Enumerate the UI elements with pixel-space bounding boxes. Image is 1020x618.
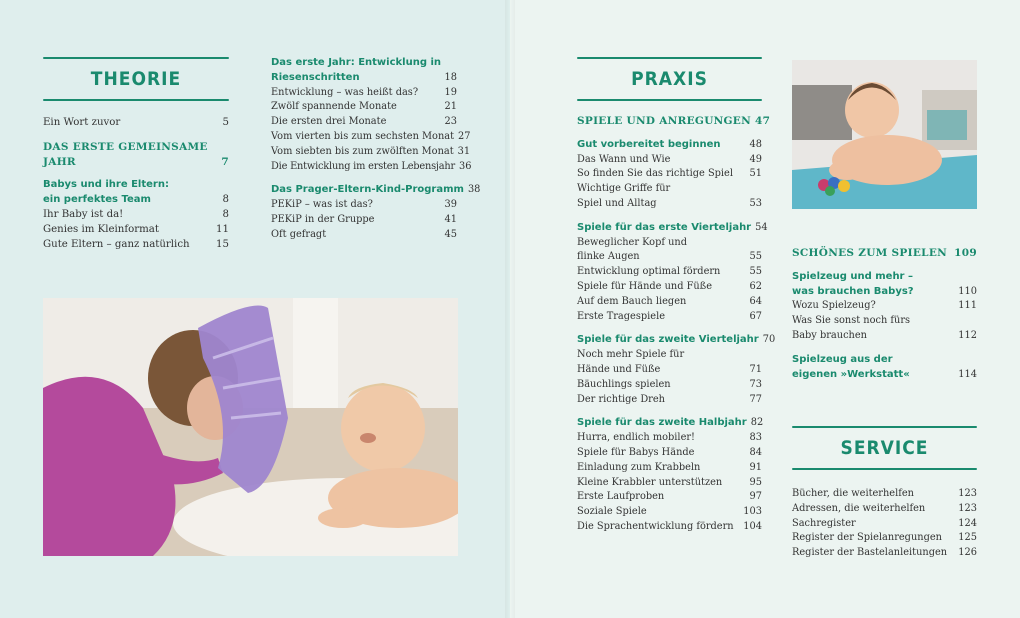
baby-toy-photo bbox=[792, 60, 977, 209]
toc-chapter-zweites-vierteljahr[interactable]: Spiele für das zweite Vierteljahr 70 bbox=[577, 334, 776, 346]
toc-entry[interactable]: Kleine Krabbler unterstützen 95 bbox=[577, 476, 762, 488]
theorie-toc-col2 bbox=[271, 56, 481, 243]
toc-entry[interactable]: Hände und Füße 71 bbox=[577, 363, 762, 375]
praxis-toc-col1 bbox=[577, 114, 776, 535]
toc-entry[interactable]: Adressen, die weiterhelfen 123 bbox=[792, 502, 977, 514]
toc-entry[interactable]: flinke Augen 55 bbox=[577, 251, 762, 263]
toc-entry[interactable]: PEKiP in der Gruppe 41 bbox=[271, 213, 457, 225]
toc-section-spiele[interactable]: SPIELE UND ANREGUNGEN 47 bbox=[577, 115, 771, 127]
toc-section-schoenes[interactable]: SCHÖNES ZUM SPIELEN 109 bbox=[792, 247, 977, 259]
praxis-heading-text: PRAXIS bbox=[631, 68, 708, 90]
toc-entry[interactable]: Auf dem Bauch liegen 64 bbox=[577, 295, 762, 307]
toc-chapter-pekip[interactable]: Das Prager-Eltern-Kind-Programm 38 bbox=[271, 184, 481, 196]
praxis-toc-col2 bbox=[792, 246, 977, 382]
toc-chapter-erstes-jahr[interactable]: Das erste Jahr: Entwicklung in Riesenschritten 18 bbox=[271, 57, 457, 83]
toc-chapter-zweites-halbjahr[interactable]: Spiele für das zweite Halbjahr 82 bbox=[577, 417, 764, 429]
toc-entry[interactable]: Register der Spielanregungen 125 bbox=[792, 532, 977, 544]
toc-entry[interactable]: Erste Tragespiele 67 bbox=[577, 310, 762, 322]
service-heading-text: SERVICE bbox=[840, 437, 929, 459]
toc-entry[interactable]: Spiele für Hände und Füße 62 bbox=[577, 280, 762, 292]
toc-entry[interactable]: Baby brauchen 112 bbox=[792, 329, 977, 341]
toc-entry[interactable]: Spiele für Babys Hände 84 bbox=[577, 446, 762, 458]
toc-entry[interactable]: Ein Wort zuvor 5 bbox=[43, 117, 229, 128]
toc-entry[interactable]: So finden Sie das richtige Spiel 51 bbox=[577, 168, 762, 180]
toc-entry[interactable]: Entwicklung optimal fördern 55 bbox=[577, 266, 762, 278]
toc-entry[interactable]: Der richtige Dreh 77 bbox=[577, 393, 762, 405]
toc-entry[interactable]: Bücher, die weiterhelfen 123 bbox=[792, 488, 977, 499]
heading-rule bbox=[792, 426, 977, 428]
heading-rule bbox=[577, 99, 762, 101]
heading-rule bbox=[43, 99, 229, 101]
toc-entry[interactable]: Oft gefragt 45 bbox=[271, 228, 457, 240]
toc-entry[interactable]: Bäuchlings spielen 73 bbox=[577, 378, 762, 390]
toc-entry[interactable]: Wichtige Griffe für bbox=[577, 183, 671, 195]
toc-entry[interactable]: Die ersten drei Monate 23 bbox=[271, 116, 457, 128]
toc-entry[interactable]: Gute Eltern – ganz natürlich 15 bbox=[43, 238, 229, 250]
toc-chapter-werkstatt[interactable]: Spielzeug aus der eigenen »Werkstatt« 114 bbox=[792, 353, 977, 380]
toc-entry[interactable]: Genies im Kleinformat 11 bbox=[43, 223, 229, 235]
service-heading bbox=[792, 436, 977, 460]
toc-chapter-spielzeug[interactable]: Spielzeug und mehr – was brauchen Babys? 110 bbox=[792, 270, 977, 297]
heading-rule bbox=[792, 468, 977, 470]
toc-entry[interactable]: Vom siebten bis zum zwölften Monat 31 bbox=[271, 145, 471, 157]
book-gutter bbox=[505, 0, 515, 618]
mother-baby-photo bbox=[43, 298, 458, 556]
toc-entry[interactable]: Sachregister 124 bbox=[792, 517, 977, 529]
toc-entry[interactable]: Die Sprachentwicklung fördern 104 bbox=[577, 520, 762, 532]
theorie-heading-text: THEORIE bbox=[90, 68, 182, 90]
toc-entry[interactable]: Wozu Spielzeug? 111 bbox=[792, 300, 977, 312]
heading-rule bbox=[43, 57, 229, 59]
theorie-toc-col1 bbox=[43, 116, 229, 252]
toc-entry[interactable]: Die Entwicklung im ersten Lebensjahr 36 bbox=[271, 160, 472, 172]
toc-entry[interactable]: Beweglicher Kopf und bbox=[577, 236, 687, 248]
toc-entry[interactable]: Das Wann und Wie 49 bbox=[577, 153, 762, 165]
toc-entry[interactable]: Spiel und Alltag 53 bbox=[577, 197, 762, 209]
service-toc bbox=[792, 487, 977, 561]
toc-entry[interactable]: PEKiP – was ist das? 39 bbox=[271, 199, 457, 211]
toc-entry[interactable]: Zwölf spannende Monate 21 bbox=[271, 101, 457, 113]
heading-rule bbox=[577, 57, 762, 59]
toc-chapter-babys-eltern[interactable]: Babys und ihre Eltern: ein perfektes Team 8 bbox=[43, 179, 229, 206]
toc-entry[interactable]: Vom vierten bis zum sechsten Monat 27 bbox=[271, 130, 471, 142]
toc-entry[interactable]: Hurra, endlich mobiler! 83 bbox=[577, 432, 762, 444]
toc-entry[interactable]: Erste Laufproben 97 bbox=[577, 491, 762, 503]
toc-section-erstes-jahr[interactable]: DAS ERSTE GEMEINSAME JAHR 7 bbox=[43, 140, 229, 168]
toc-entry[interactable]: Entwicklung – was heißt das? 19 bbox=[271, 86, 457, 98]
theorie-heading bbox=[43, 67, 229, 91]
toc-chapter-vorbereitet[interactable]: Gut vorbereitet beginnen 48 bbox=[577, 138, 762, 150]
toc-entry[interactable]: Einladung zum Krabbeln 91 bbox=[577, 461, 762, 473]
praxis-heading bbox=[577, 67, 762, 91]
toc-chapter-erstes-vierteljahr[interactable]: Spiele für das erste Vierteljahr 54 bbox=[577, 221, 768, 233]
toc-entry[interactable]: Was Sie sonst noch fürs bbox=[792, 315, 911, 327]
toc-entry[interactable]: Ihr Baby ist da! 8 bbox=[43, 208, 229, 220]
toc-entry[interactable]: Noch mehr Spiele für bbox=[577, 349, 685, 361]
toc-entry[interactable]: Register der Bastelanleitungen 126 bbox=[792, 547, 977, 559]
toc-entry[interactable]: Soziale Spiele 103 bbox=[577, 506, 762, 518]
